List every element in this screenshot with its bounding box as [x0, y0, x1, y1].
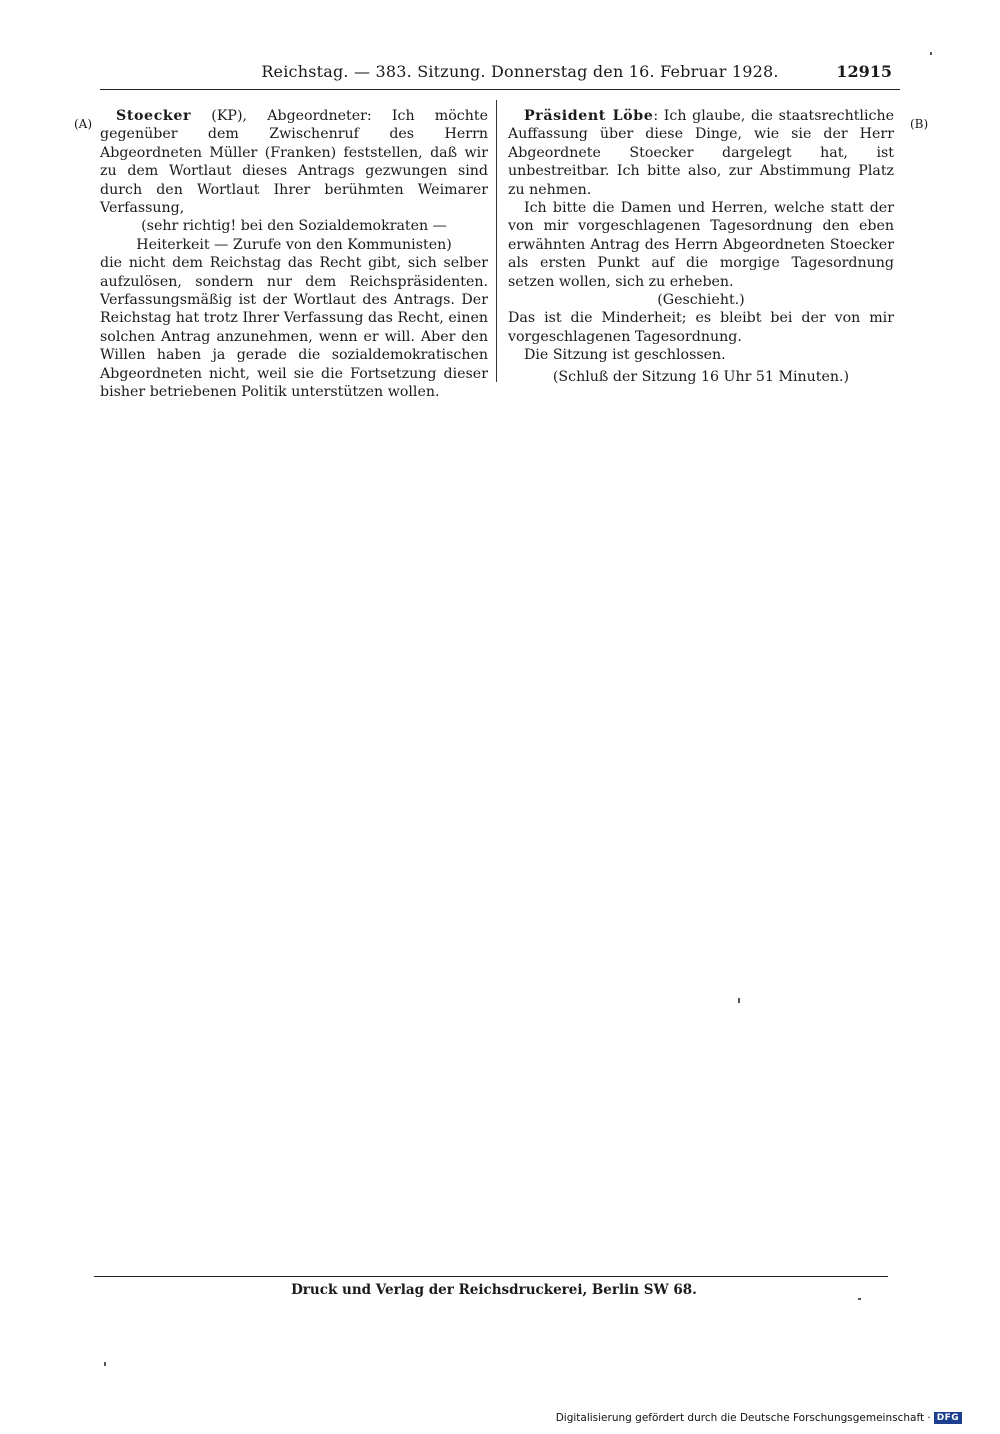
speaker-name: Präsident Löbe	[524, 108, 654, 124]
header-title: Reichstag. — 383. Sitzung. Donnerstag den 16. Februar 1928.	[261, 62, 779, 81]
speech-continuation: die nicht dem Reichstag das Recht gibt, sich selber aufzulösen, sondern nur dem Reichspräsidenten. Verfassungsmäßig ist der Wortlaut des Antrags. Der Reichstag hat trotz Ihrer Verfassung das Recht, einen solchen Antrag anzunehmen, wenn er will. Aber den Willen haben ja gerade die sozialdemokratischen Abgeordneten nicht, weil sie die Fortsetzung dieser bisher betriebenen Politik unterstützen wollen.	[100, 255, 488, 401]
column-divider	[496, 100, 497, 382]
margin-mark-b: (B)	[910, 117, 929, 131]
result-paragraph: Das ist die Minderheit; es bleibt bei der von mir vorgeschlagenen Tagesordnung.	[508, 310, 894, 345]
scan-speck	[858, 1298, 861, 1300]
scan-speck	[104, 1362, 106, 1366]
left-column	[100, 107, 488, 402]
speech-stoecker	[100, 107, 488, 217]
margin-mark-a: (A)	[74, 117, 93, 131]
interjection-note: (sehr richtig! bei den Sozialdemokraten — Heiterkeit — Zurufe von den Kommunisten)	[136, 218, 452, 253]
happens-note: (Geschieht.)	[657, 292, 745, 309]
footer-rule	[94, 1276, 888, 1277]
speech-president	[508, 107, 894, 199]
right-column	[508, 107, 894, 386]
speaker-name: Stoecker	[116, 108, 192, 124]
scan-speck	[738, 998, 740, 1003]
page-header	[100, 62, 900, 92]
page-number: 12915	[836, 62, 892, 81]
digitization-text: Digitalisierung gefördert durch die Deutsche Forschungsgemeinschaft	[555, 1412, 925, 1424]
speech-text: (KP), Abgeordneter: Ich möchte gegenüber dem Zwischenruf des Herrn Abgeordneten Müller (Franken) feststellen, daß wir zu dem Wortlaut dieses Antrags gezwungen sind durch den Wortlaut Ihrer berühmten Weimarer Verfassung,	[100, 108, 488, 217]
vote-request-paragraph: Ich bitte die Damen und Herren, welche statt der von mir vorgeschlagenen Tagesordnung den eben erwähnten Antrag des Herrn Abgeordneten Stoecker als ersten Punkt auf die morgige Tagesordnung setzen wollen, sich zu erheben.	[508, 200, 894, 290]
scan-speck	[930, 52, 932, 55]
printer-imprint: Druck und Verlag der Reichsdruckerei, Berlin SW 68.	[291, 1282, 697, 1298]
speech-text: : Ich glaube, die staatsrechtliche Auffassung über diese Dinge, wie sie der Herr Abgeordnete Stoecker dargelegt hat, ist unbestreitbar. Ich bitte also, zur Abstimmung Platz zu nehmen.	[508, 108, 894, 198]
session-end-note: (Schluß der Sitzung 16 Uhr 51 Minuten.)	[552, 368, 850, 385]
dfg-logo-icon: DFG	[934, 1412, 962, 1424]
header-rule	[100, 89, 900, 90]
session-closed-line: Die Sitzung ist geschlossen.	[524, 347, 726, 364]
digitization-credit: Digitalisierung gefördert durch die Deutsche Forschungsgemeinschaft · DFG	[556, 1412, 962, 1424]
